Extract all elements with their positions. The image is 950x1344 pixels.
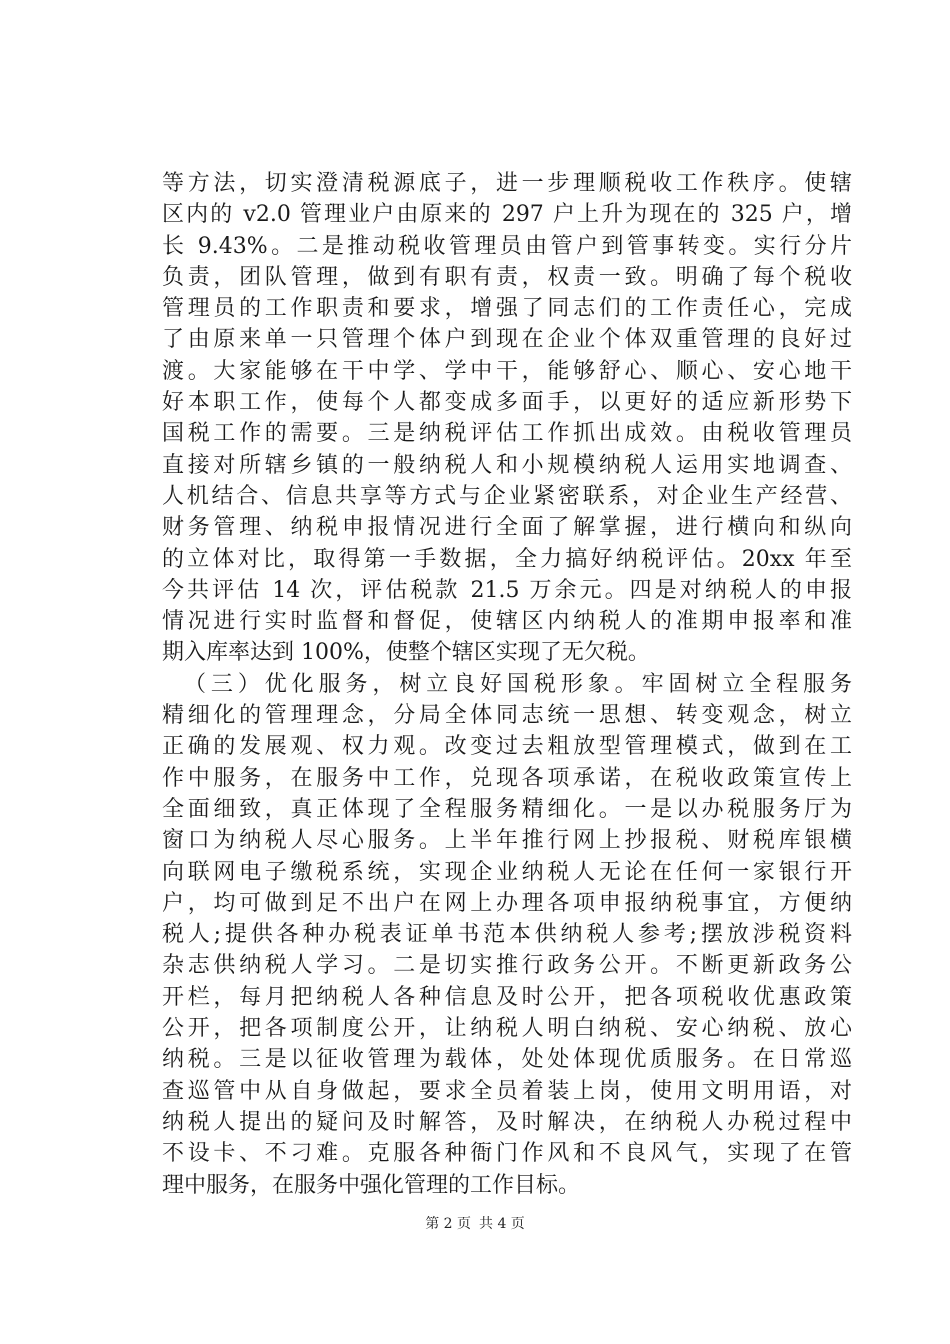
page-number: 第 2 页	[425, 1216, 471, 1232]
text-line: 开栏，每月把纳税人各种信息及时公开，把各项税收优惠政策	[162, 984, 852, 1010]
text-line: 的立体对比，取得第一手数据，全力搞好纳税评估。20xx 年至	[162, 546, 852, 572]
text-line: 直接对所辖乡镇的一般纳税人和小规模纳税人运用实地调查、	[162, 452, 852, 478]
body-text	[162, 168, 852, 1201]
text-line: 长 9.43%。二是推动税收管理员由管户到管事转变。实行分片	[162, 233, 852, 259]
text-line: 人机结合、信息共享等方式与企业紧密联系，对企业生产经营、	[162, 483, 852, 509]
text-line: 正确的发展观、权力观。改变过去粗放型管理模式，做到在工	[162, 734, 852, 760]
text-line: 向联网电子缴税系统，实现企业纳税人无论在任何一家银行开	[162, 859, 852, 885]
text-line: 纳税人提出的疑问及时解答，及时解决，在纳税人办税过程中	[162, 1109, 852, 1135]
text-line: 负责，团队管理，做到有职有责，权责一致。明确了每个税收	[162, 264, 852, 290]
page-footer	[0, 1213, 950, 1233]
text-line: 等方法，切实澄清税源底子，进一步理顺税收工作秩序。使辖	[162, 171, 852, 196]
text-line: 管理员的工作职责和要求，增强了同志们的工作责任心，完成	[162, 296, 852, 322]
text-line: 今共评估 14 次，评估税款 21.5 万余元。四是对纳税人的申报	[162, 577, 852, 603]
text-line: 了由原来单一只管理个体户到现在企业个体双重管理的良好过	[162, 327, 852, 353]
text-line: 国税工作的需要。三是纳税评估工作抓出成效。由税收管理员	[162, 421, 852, 447]
text-line: 情况进行实时监督和督促，使辖区内纳税人的准期申报率和准	[162, 609, 852, 635]
page-total: 共 4 页	[479, 1216, 525, 1232]
text-line: 公开，把各项制度公开，让纳税人明白纳税、安心纳税、放心	[162, 1016, 852, 1042]
text-line: 纳税。三是以征收管理为载体，处处体现优质服务。在日常巡	[162, 1047, 852, 1073]
text-line: 窗口为纳税人尽心服务。上半年推行网上抄报税、财税库银横	[162, 828, 852, 854]
text-line: 好本职工作，使每个人都变成多面手，以更好的适应新形势下	[162, 390, 852, 416]
text-line: 户，均可做到足不出户在网上办理各项申报纳税事宜，方便纳	[162, 890, 852, 916]
text-line: 查巡管中从自身做起，要求全员着装上岗，使用文明用语，对	[162, 1078, 852, 1104]
text-line: 作中服务，在服务中工作，兑现各项承诺，在税收政策宣传上	[162, 765, 852, 791]
text-line: 区内的 v2.0 管理业户由原来的 297 户上升为现在的 325 户，增	[162, 202, 852, 228]
text-line: 精细化的管理理念，分局全体同志统一思想、转变观念，树立	[162, 703, 852, 729]
text-line: 税人;提供各种办税表证单书范本供纳税人参考;摆放涉税资料	[162, 922, 852, 948]
text-line: 期入库率达到 100%，使整个辖区实现了无欠税。	[162, 640, 650, 666]
text-line: 杂志供纳税人学习。二是切实推行政务公开。不断更新政务公	[162, 953, 852, 979]
text-line: 财务管理、纳税申报情况进行全面了解掌握，进行横向和纵向	[162, 515, 852, 541]
text-line: 全面细致，真正体现了全程服务精细化。一是以办税服务厅为	[162, 796, 852, 822]
text-line: 理中服务，在服务中强化管理的工作目标。	[162, 1172, 581, 1198]
paragraph-first-line: （三）优化服务，树立良好国税形象。牢固树立全程服务	[184, 671, 852, 697]
text-line: 渡。大家能够在干中学、学中干，能够舒心、顺心、安心地干	[162, 358, 852, 384]
text-line: 不设卡、不刁难。克服各种衙门作风和不良风气，实现了在管	[162, 1141, 852, 1167]
